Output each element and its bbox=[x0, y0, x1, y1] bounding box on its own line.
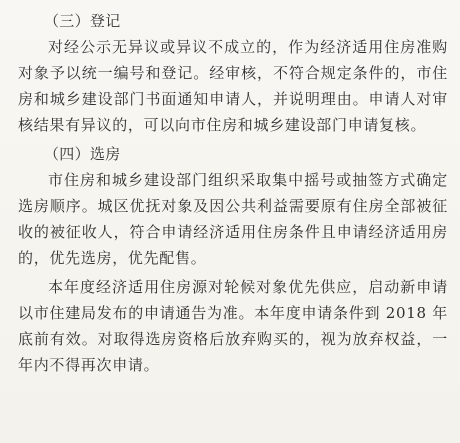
section-heading-house-selection: （四）选房 bbox=[44, 145, 121, 163]
section-house-selection bbox=[18, 141, 448, 378]
section-registration bbox=[18, 8, 448, 138]
paragraph-registration: 对经公示无异议或异议不成立的，作为经济适用住房准购对象予以统一编号和登记。经审核，不符合规定条件的，市住房和城乡建设部门书面通知申请人，并说明理由。申请人对审核结果有异议的，可以向市住房和城乡建设部门申请复核。 bbox=[18, 38, 448, 134]
paragraph-selection-order: 市住房和城乡建设部门组织采取集中摇号或抽签方式确定选房顺序。城区优抚对象及因公共利益需要原有住房全部被征收的被征收人，符合申请经济适用住房条件且申请经济适用房的，优先选房，优先配售。 bbox=[18, 171, 448, 267]
paragraph-annual-supply: 本年度经济适用住房源对轮候对象优先供应，启动新申请以市住建局发布的申请通告为准。本年度申请条件到 2018 年底前有效。对取得选房资格后放弃购买的，视为放弃权益，一年内不得再次申请。 bbox=[18, 278, 448, 374]
section-heading-registration: （三）登记 bbox=[44, 12, 121, 30]
